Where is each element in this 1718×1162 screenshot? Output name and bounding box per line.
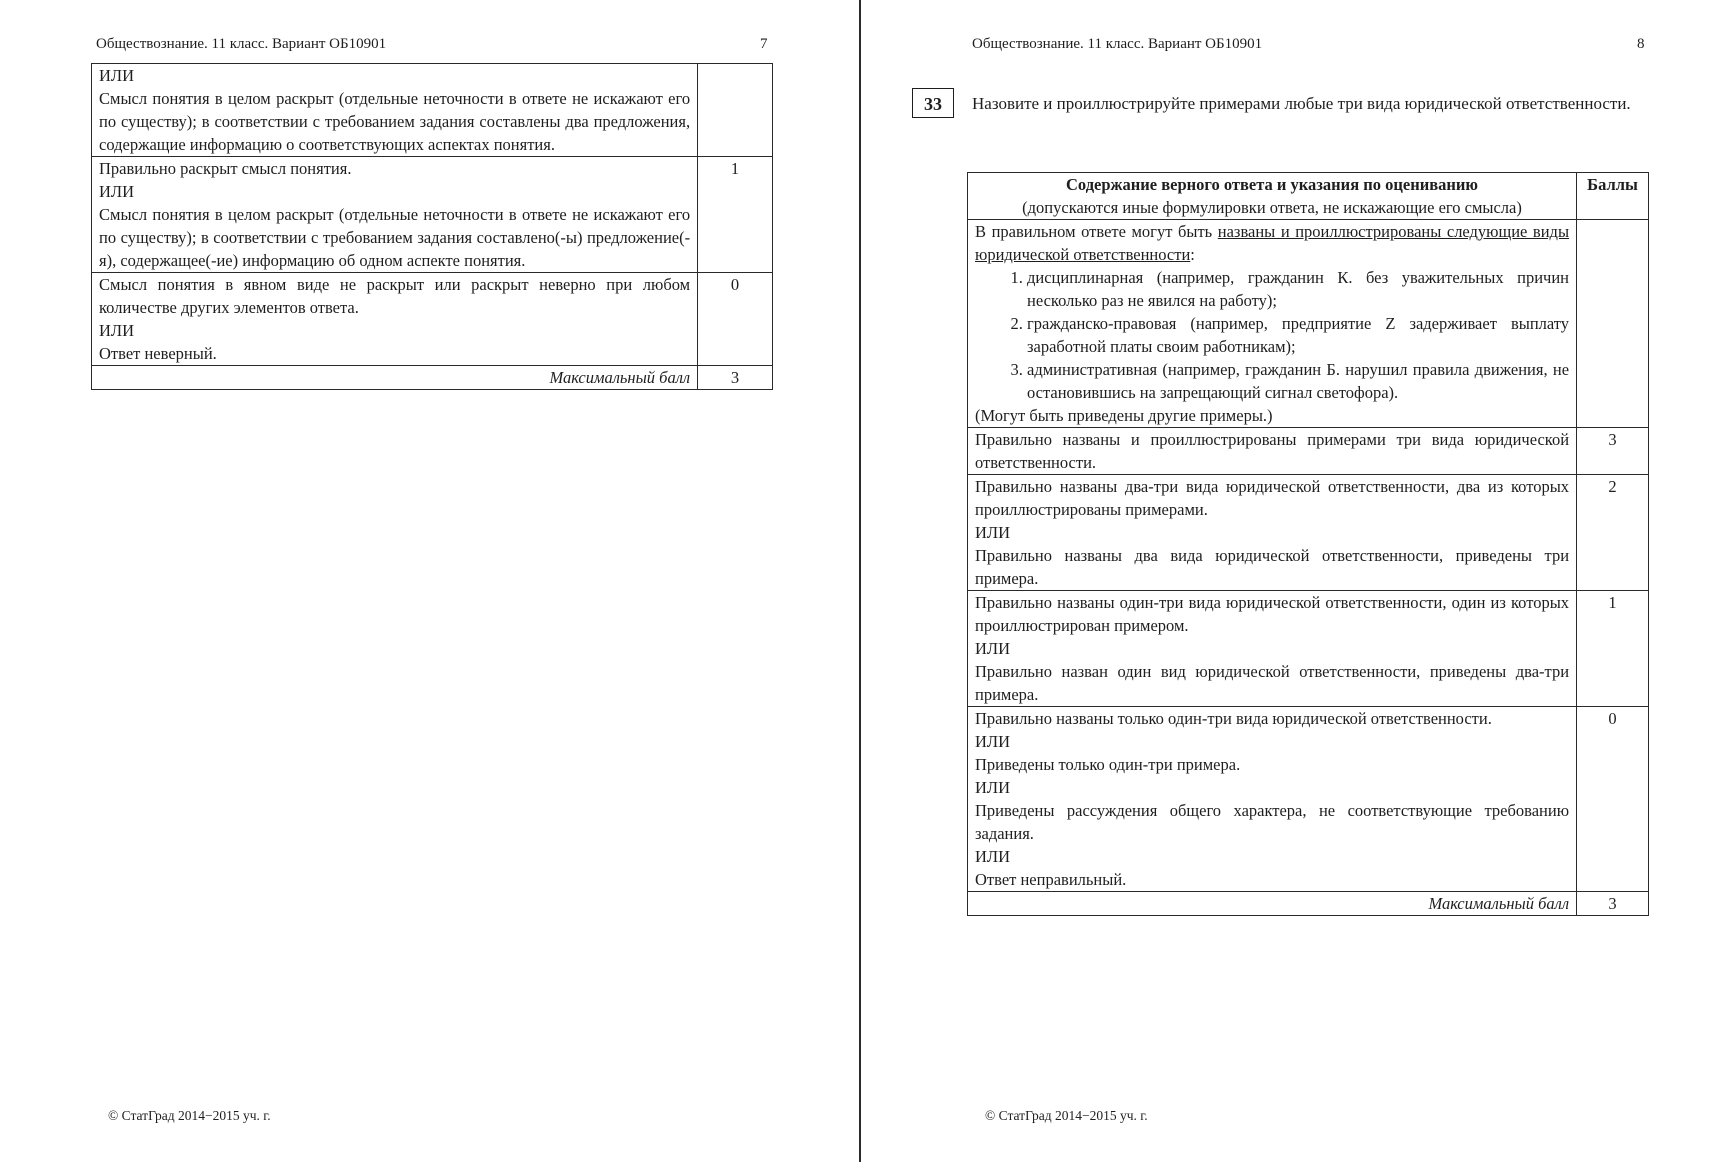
criteria-line: Правильно назван один вид юридической ответственности, приведены два-три примера. (975, 662, 1570, 704)
list-item: 3. административная (например, гражданин Б. нарушил правила движения, не остановившись на запрещающий сигнал светофора). (1027, 358, 1569, 404)
page-number: 7 (760, 36, 768, 52)
page-right (862, 0, 1718, 1162)
answer-note: (Могут быть приведены другие примеры.) (975, 406, 1273, 425)
score-cell: 3 (1577, 428, 1649, 475)
criteria-line: ИЛИ (99, 321, 135, 340)
criteria-cell (92, 157, 698, 273)
criteria-cell (968, 475, 1577, 591)
table-header-title: Содержание верного ответа и указания по оцениванию (1066, 175, 1478, 194)
criteria-cell (968, 591, 1577, 707)
criteria-line: Правильно названы только один-три вида юридической ответственности. (975, 709, 1492, 728)
criteria-line: Ответ неверный. (99, 344, 217, 363)
table-row (92, 273, 773, 366)
list-item: 1. дисциплинарная (например, гражданин К. без уважительных причин несколько раз не явился на работу); (1027, 266, 1569, 312)
criteria-line: Правильно раскрыт смысл понятия. (99, 159, 352, 178)
table-row (968, 591, 1649, 707)
criteria-line: Правильно названы два-три вида юридической ответственности, два из которых проиллюстрированы примерами. (975, 477, 1570, 519)
max-score-row (92, 366, 773, 390)
page-header: Обществознание. 11 класс. Вариант ОБ10901 (972, 36, 1263, 52)
question-number-box: 33 (912, 88, 954, 118)
question-text: Назовите и проиллюстрируйте примерами любые три вида юридической ответственности. (972, 94, 1631, 113)
score-cell (698, 64, 773, 157)
criteria-line: Приведены только один-три примера. (975, 755, 1241, 774)
criteria-line: ИЛИ (975, 778, 1011, 797)
criteria-line: Правильно названы и проиллюстрированы примерами три вида юридической ответственности. (975, 430, 1570, 472)
criteria-line: ИЛИ (975, 639, 1011, 658)
criteria-cell (92, 273, 698, 366)
page-footer: © СтатГрад 2014−2015 уч. г. (108, 1108, 271, 1123)
answer-content-row (968, 220, 1649, 428)
criteria-line: Смысл понятия в целом раскрыт (отдельные неточности в ответе не искажают его по существу); в соответствии с требованием задания составлено(-ы) предложение(-я), содержащее(-ие) информацию об одном аспекте понятия. (99, 205, 691, 270)
grading-table (91, 63, 773, 390)
score-cell (1577, 220, 1649, 428)
table-row (92, 157, 773, 273)
score-cell: 2 (1577, 475, 1649, 591)
max-score-value: 3 (1577, 892, 1649, 916)
page-header: Обществознание. 11 класс. Вариант ОБ10901 (96, 36, 387, 52)
page-footer: © СтатГрад 2014−2015 уч. г. (985, 1108, 1148, 1123)
table-row (968, 475, 1649, 591)
score-cell: 0 (698, 273, 773, 366)
liability-types-list (975, 266, 1569, 404)
answer-content-cell (968, 220, 1577, 428)
table-header-subtitle: (допускаются иные формулировки ответа, не искажающие его смысла) (1022, 198, 1522, 217)
score-cell: 1 (698, 157, 773, 273)
max-score-row (968, 892, 1649, 916)
criteria-cell (968, 707, 1577, 892)
criteria-cell (968, 428, 1577, 475)
table-header-cell (968, 173, 1577, 220)
page-divider (859, 0, 861, 1162)
max-score-label: Максимальный балл (92, 366, 698, 390)
score-cell: 1 (1577, 591, 1649, 707)
criteria-line: ИЛИ (975, 732, 1011, 751)
table-header-row (968, 173, 1649, 220)
answer-intro-text: В правильном ответе могут быть (975, 222, 1213, 241)
answer-intro (975, 220, 1569, 266)
criteria-cell (92, 64, 698, 157)
criteria-line: ИЛИ (975, 523, 1011, 542)
answer-intro-end: : (1190, 245, 1195, 264)
table-row (92, 64, 773, 157)
max-score-value: 3 (698, 366, 773, 390)
criteria-line: Смысл понятия в явном виде не раскрыт или раскрыт неверно при любом количестве других элементов ответа. (99, 275, 691, 317)
criteria-line: ИЛИ (975, 847, 1011, 866)
table-row (968, 707, 1649, 892)
criteria-line: Правильно названы два вида юридической ответственности, приведены три примера. (975, 546, 1570, 588)
score-column-header: Баллы (1577, 173, 1649, 220)
criteria-line: ИЛИ (99, 182, 135, 201)
max-score-label: Максимальный балл (968, 892, 1577, 916)
answer-intro-underlined: названы и проиллюстрированы следующие виды юридической ответственности (975, 222, 1570, 264)
score-cell: 0 (1577, 707, 1649, 892)
criteria-line: ИЛИ (99, 66, 135, 85)
criteria-line: Приведены рассуждения общего характера, не соответствующие требованию задания. (975, 801, 1570, 843)
page-number: 8 (1637, 36, 1645, 52)
list-item: 2. гражданско-правовая (например, предприятие Z задерживает выплату заработной платы своим работникам); (1027, 312, 1569, 358)
table-row (968, 428, 1649, 475)
criteria-line: Правильно названы один-три вида юридической ответственности, один из которых проиллюстрирован примером. (975, 593, 1570, 635)
criteria-line: Смысл понятия в целом раскрыт (отдельные неточности в ответе не искажают его по существу); в соответствии с требованием задания составлены два предложения, содержащие информацию о соответствующих аспектах понятия. (99, 89, 691, 154)
grading-table (967, 172, 1649, 916)
criteria-line: Ответ неправильный. (975, 870, 1127, 889)
